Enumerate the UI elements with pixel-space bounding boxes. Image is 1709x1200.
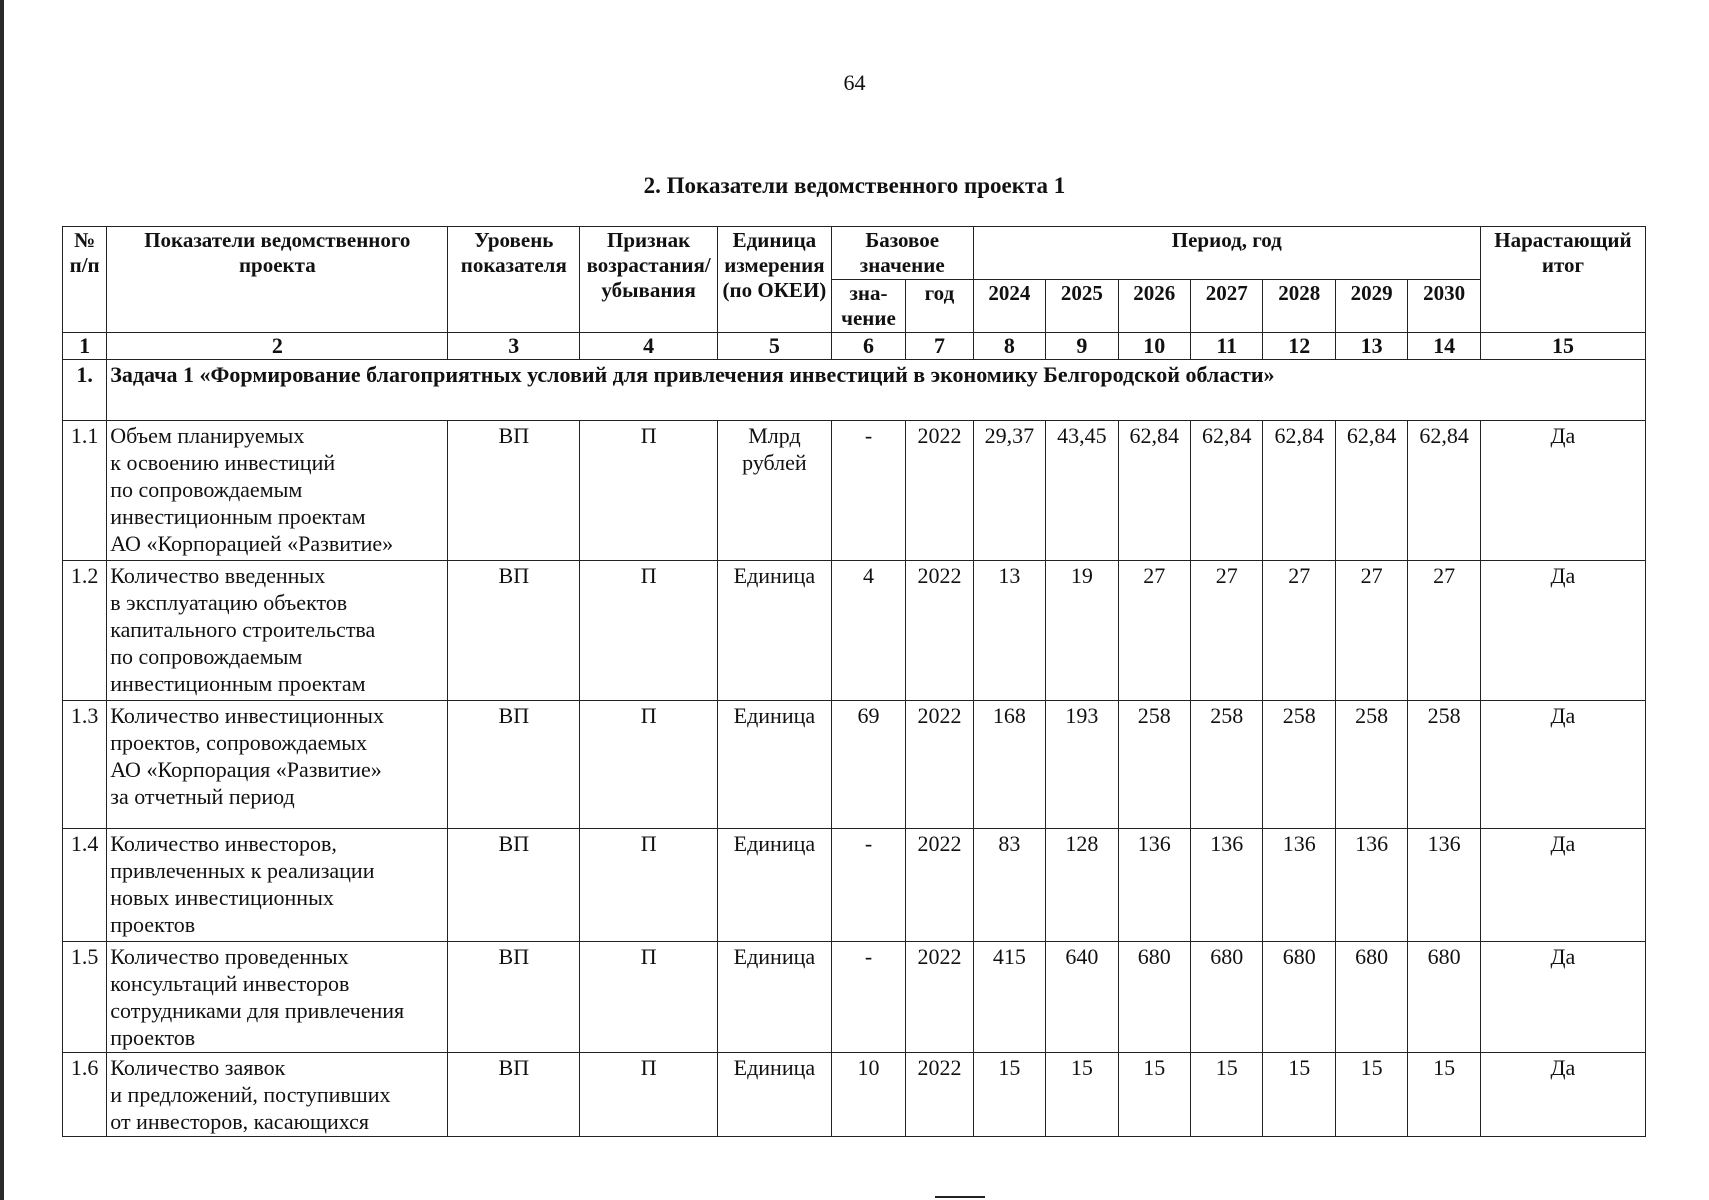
header-base-value: зна-чение: [831, 280, 905, 333]
indicator-unit: Млрд рублей: [718, 421, 832, 561]
task-number: 1.: [63, 360, 107, 421]
row-number: 1.2: [63, 561, 107, 701]
row-number: 1.4: [63, 829, 107, 942]
column-number: 5: [718, 333, 832, 360]
year-value: 168: [973, 701, 1045, 829]
indicator-level: ВП: [448, 1053, 580, 1137]
year-value: 27: [1118, 561, 1190, 701]
header-year: 2027: [1191, 280, 1263, 333]
indicator-level: ВП: [448, 561, 580, 701]
year-value: 680: [1408, 942, 1481, 1053]
indicator-name: Количество заявок и предложений, поступивших от инвесторов, касающихся: [107, 1053, 448, 1137]
table-body: [63, 333, 1646, 421]
base-value: 10: [831, 1053, 905, 1137]
indicator-unit: Единица: [718, 1053, 832, 1137]
cumulative-value: Да: [1480, 421, 1645, 561]
base-year: 2022: [906, 1053, 973, 1137]
indicator-trend: П: [580, 701, 718, 829]
year-value: 13: [973, 561, 1045, 701]
header-trend: Признак возрастания/ убывания: [580, 227, 718, 333]
indicator-rows: [63, 421, 1646, 1137]
table-row: [63, 561, 1646, 701]
year-value: 258: [1263, 701, 1335, 829]
year-value: 27: [1335, 561, 1407, 701]
header-unit: Единица измерения (по ОКЕИ): [718, 227, 832, 333]
header-year: 2028: [1263, 280, 1335, 333]
column-number: 9: [1046, 333, 1118, 360]
year-value: 62,84: [1335, 421, 1407, 561]
cumulative-value: Да: [1480, 701, 1645, 829]
year-value: 27: [1408, 561, 1481, 701]
year-value: 83: [973, 829, 1045, 942]
header-cumulative: Нарастающий итог: [1480, 227, 1645, 333]
header-year: 2024: [973, 280, 1045, 333]
indicator-unit: Единица: [718, 561, 832, 701]
year-value: 15: [1263, 1053, 1335, 1137]
year-value: 415: [973, 942, 1045, 1053]
table-header: [63, 227, 1646, 333]
year-value: 680: [1118, 942, 1190, 1053]
row-number: 1.1: [63, 421, 107, 561]
year-value: 136: [1191, 829, 1263, 942]
indicators-table: [62, 226, 1646, 1137]
column-number: 6: [831, 333, 905, 360]
base-year: 2022: [906, 829, 973, 942]
column-number: 3: [448, 333, 580, 360]
indicator-level: ВП: [448, 421, 580, 561]
column-number: 12: [1263, 333, 1335, 360]
year-value: 193: [1046, 701, 1118, 829]
column-number-row: [63, 333, 1646, 360]
indicator-trend: П: [580, 829, 718, 942]
year-value: 43,45: [1046, 421, 1118, 561]
indicator-name: Количество введенных в эксплуатацию объектов капитального строительства по сопровождаемым инвестиционным проектам: [107, 561, 448, 701]
indicator-trend: П: [580, 421, 718, 561]
base-year: 2022: [906, 421, 973, 561]
column-number: 7: [906, 333, 973, 360]
year-value: 15: [1191, 1053, 1263, 1137]
year-value: 15: [1118, 1053, 1190, 1137]
year-value: 29,37: [973, 421, 1045, 561]
year-value: 27: [1191, 561, 1263, 701]
year-value: 62,84: [1263, 421, 1335, 561]
column-number: 8: [973, 333, 1045, 360]
indicator-unit: Единица: [718, 829, 832, 942]
indicator-level: ВП: [448, 701, 580, 829]
year-value: 15: [973, 1053, 1045, 1137]
table-row: [63, 1053, 1646, 1137]
column-number: 11: [1191, 333, 1263, 360]
year-value: 258: [1335, 701, 1407, 829]
year-value: 136: [1118, 829, 1190, 942]
year-value: 136: [1408, 829, 1481, 942]
row-number: 1.6: [63, 1053, 107, 1137]
indicator-trend: П: [580, 1053, 718, 1137]
table-row: [63, 942, 1646, 1053]
base-value: -: [831, 942, 905, 1053]
row-number: 1.5: [63, 942, 107, 1053]
cumulative-value: Да: [1480, 561, 1645, 701]
column-number: 2: [107, 333, 448, 360]
indicator-level: ВП: [448, 942, 580, 1053]
year-value: 136: [1335, 829, 1407, 942]
year-value: 15: [1408, 1053, 1481, 1137]
indicator-name: Количество проведенных консультаций инвесторов сотрудниками для привлечения проектов: [107, 942, 448, 1053]
year-value: 680: [1263, 942, 1335, 1053]
header-indicator: Показатели ведомственного проекта: [107, 227, 448, 333]
indicator-name: Количество инвестиционных проектов, сопровождаемых АО «Корпорация «Развитие» за отчетный период: [107, 701, 448, 829]
year-value: 258: [1408, 701, 1481, 829]
year-value: 15: [1046, 1053, 1118, 1137]
indicator-trend: П: [580, 561, 718, 701]
column-number: 4: [580, 333, 718, 360]
page-bottom-mark: [935, 1196, 985, 1198]
table-row: [63, 829, 1646, 942]
indicator-unit: Единица: [718, 701, 832, 829]
year-value: 62,84: [1191, 421, 1263, 561]
base-value: -: [831, 829, 905, 942]
year-value: 258: [1118, 701, 1190, 829]
column-number: 15: [1480, 333, 1645, 360]
indicator-unit: Единица: [718, 942, 832, 1053]
header-year: 2026: [1118, 280, 1190, 333]
year-value: 62,84: [1118, 421, 1190, 561]
task-row: [63, 360, 1646, 421]
header-num: № п/п: [63, 227, 107, 333]
table-row: [63, 421, 1646, 561]
header-base: Базовое значение: [831, 227, 973, 280]
indicator-name: Количество инвесторов, привлеченных к реализации новых инвестиционных проектов: [107, 829, 448, 942]
header-year: 2029: [1335, 280, 1407, 333]
cumulative-value: Да: [1480, 1053, 1645, 1137]
base-year: 2022: [906, 701, 973, 829]
header-year: 2030: [1408, 280, 1481, 333]
year-value: 15: [1335, 1053, 1407, 1137]
header-period: Период, год: [973, 227, 1480, 280]
base-value: 4: [831, 561, 905, 701]
column-number: 1: [63, 333, 107, 360]
indicator-level: ВП: [448, 829, 580, 942]
year-value: 62,84: [1408, 421, 1481, 561]
year-value: 128: [1046, 829, 1118, 942]
column-number: 10: [1118, 333, 1190, 360]
cumulative-value: Да: [1480, 942, 1645, 1053]
year-value: 19: [1046, 561, 1118, 701]
base-value: -: [831, 421, 905, 561]
page-number: 64: [843, 70, 866, 95]
indicator-trend: П: [580, 942, 718, 1053]
base-year: 2022: [906, 561, 973, 701]
column-number: 14: [1408, 333, 1481, 360]
column-number: 13: [1335, 333, 1407, 360]
year-value: 680: [1191, 942, 1263, 1053]
base-year: 2022: [906, 942, 973, 1053]
header-base-year: год: [906, 280, 973, 333]
table-row: [63, 701, 1646, 829]
cumulative-value: Да: [1480, 829, 1645, 942]
header-level: Уровень показателя: [448, 227, 580, 333]
task-title: Задача 1 «Формирование благоприятных условий для привлечения инвестиций в экономику Белгородской области»: [107, 360, 1646, 421]
year-value: 136: [1263, 829, 1335, 942]
indicator-name: Объем планируемых к освоению инвестиций по сопровождаемым инвестиционным проектам АО «Корпорацией «Развитие»: [107, 421, 448, 561]
section-title: 2. Показатели ведомственного проекта 1: [643, 173, 1066, 198]
row-number: 1.3: [63, 701, 107, 829]
year-value: 27: [1263, 561, 1335, 701]
year-value: 640: [1046, 942, 1118, 1053]
base-value: 69: [831, 701, 905, 829]
year-value: 680: [1335, 942, 1407, 1053]
header-year: 2025: [1046, 280, 1118, 333]
year-value: 258: [1191, 701, 1263, 829]
